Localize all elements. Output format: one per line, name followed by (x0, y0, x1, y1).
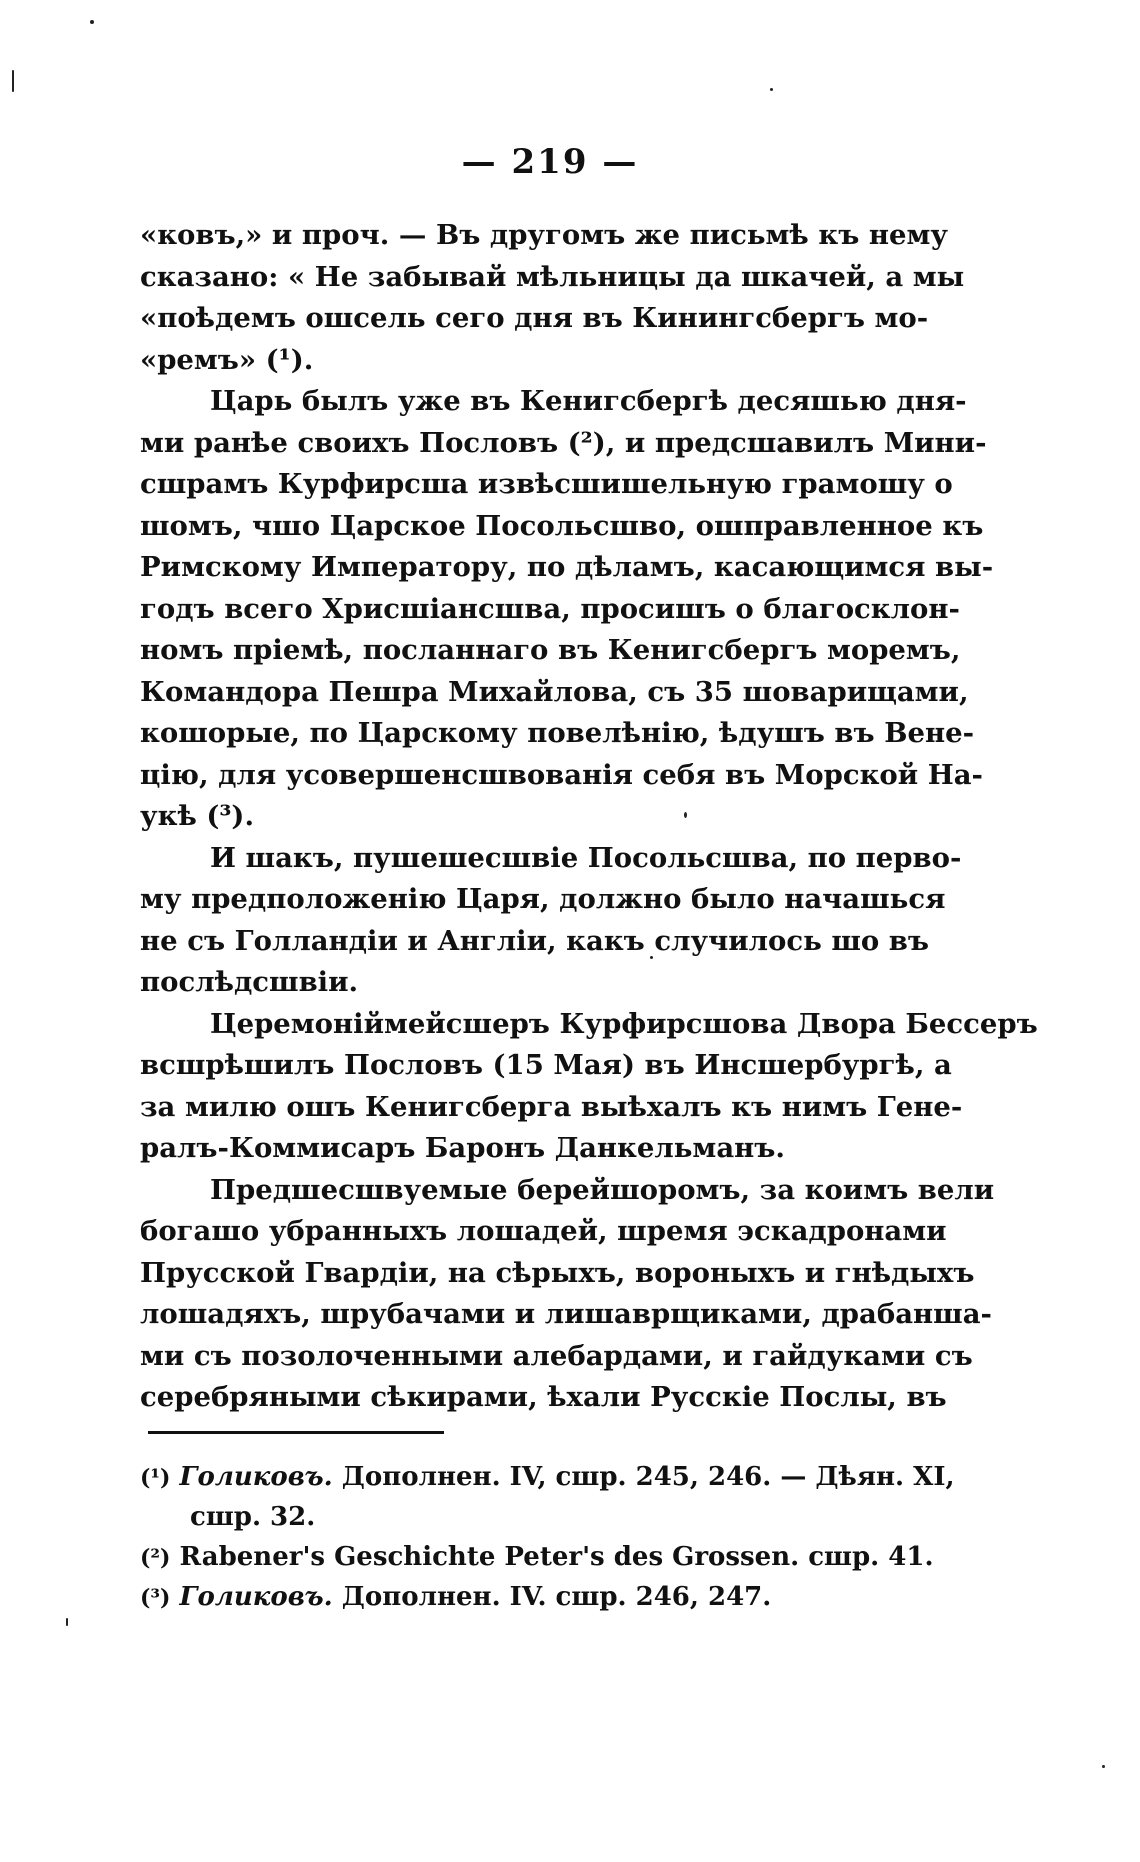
footnote-divider (148, 1431, 444, 1434)
footnote-1 (140, 1457, 955, 1497)
text-line: цію, для усовершенсшвованія себя въ Морской На- (140, 758, 983, 791)
scan-speck (90, 20, 94, 24)
text-line: «ковъ,» и проч. — Въ другомъ же письмѣ къ нему (140, 219, 948, 251)
text-line: серебряными сѣкирами, ѣхали Русскіе Послы, въ (140, 1381, 947, 1413)
footnote-3 (140, 1577, 920, 1617)
text-line: «ремъ» (¹). (140, 343, 314, 376)
text-line: «поѣдемъ ошсель сего дня въ Кинингсбергъ мо- (140, 302, 929, 334)
text-line: послѣдсшвіи. (140, 966, 359, 998)
footnote-1-continuation: сшр. 32. (190, 1502, 316, 1532)
text-line: лошадяхъ, шрубачами и лишаврщиками, драбаншa- (140, 1298, 992, 1330)
paragraph-start: И шакъ, пушешесшвіе Посольсшва, по перво- (210, 841, 962, 874)
text-line: ми ранѣе своихъ Пословъ (²), и предсшавилъ Мини- (140, 426, 987, 459)
text-line: всшрѣшилъ Пословъ (15 Мая) въ Инсшербургѣ, а (140, 1049, 952, 1081)
text-line: сказано: « Не забывай мѣльницы да шкачей, а мы (140, 260, 965, 293)
paragraph-start: Церемоніймейсшеръ Курфирсшова Двора Бессеръ (210, 1007, 1038, 1040)
text-line: богашо убранныхъ лошадей, шремя эскадронами (140, 1215, 947, 1247)
footnotes (140, 1457, 955, 1617)
footnote-author: Голиковъ. (179, 1582, 333, 1612)
scan-speck (66, 1618, 68, 1626)
footnote-mark: (²) (140, 1545, 171, 1571)
scan-speck (650, 956, 653, 959)
footnote-author: Голиковъ. (179, 1462, 333, 1492)
text-line: укѣ (³). (140, 800, 255, 832)
text-line: ралъ-Коммисаръ Баронъ Данкельманъ. (140, 1132, 785, 1164)
text-line: номъ пріемѣ, посланнаго въ Кенигсбергъ моремъ, (140, 634, 961, 666)
scan-speck (1102, 1765, 1105, 1768)
text-line: ми съ позолоченными алебардами, и гайдуками съ (140, 1339, 973, 1372)
text-line: му предположенію Царя, должно было начашься (140, 883, 946, 915)
scan-speck (684, 812, 687, 818)
footnote-2 (140, 1537, 934, 1577)
text-line: Командора Пешра Михайлова, съ 35 шоварищами, (140, 675, 969, 708)
text-line: за милю ошъ Кенигсберга выѣхалъ къ нимъ Гене- (140, 1090, 963, 1123)
text-line: шомъ, чшо Царское Посольсшво, ошправленное къ (140, 509, 984, 542)
page-number: — 219 — (461, 142, 639, 182)
footnote-text: Rabener's Geschichte Peter's des Grossen. сшр. 41. (179, 1542, 934, 1572)
scan-speck (12, 70, 14, 92)
text-line: кошорые, по Царскому повелѣнію, ѣдушъ въ Вене- (140, 717, 974, 749)
footnote-text: Дополнен. IV, сшр. 245, 246. — Дѣян. XI, (341, 1462, 955, 1492)
text-line: годъ всего Хрисшіансшва, просишъ о благосклон- (140, 592, 960, 625)
paragraph-start: Царь былъ уже въ Кенигсбергѣ десяшью дня- (210, 385, 967, 417)
text-line: Римскому Императору, по дѣламъ, касающимся вы- (140, 551, 994, 583)
footnote-text: Дополнен. IV. сшр. 246, 247. (341, 1582, 772, 1612)
footnote-mark: (³) (140, 1585, 171, 1611)
text-line: сшрамъ Курфирсша извѣсшишельную грамошу о (140, 468, 953, 500)
footnote-mark: (¹) (140, 1465, 171, 1491)
text-line: Прусской Гвардіи, на сѣрыхъ, вороныхъ и гнѣдыхъ (140, 1256, 975, 1289)
text-line: не съ Голландіи и Англіи, какъ случилось шо въ (140, 924, 930, 957)
scan-speck (770, 88, 773, 91)
paragraph-start: Предшесшвуемые берейшоромъ, за коимъ вели (210, 1173, 995, 1206)
main-text (140, 215, 1038, 1419)
